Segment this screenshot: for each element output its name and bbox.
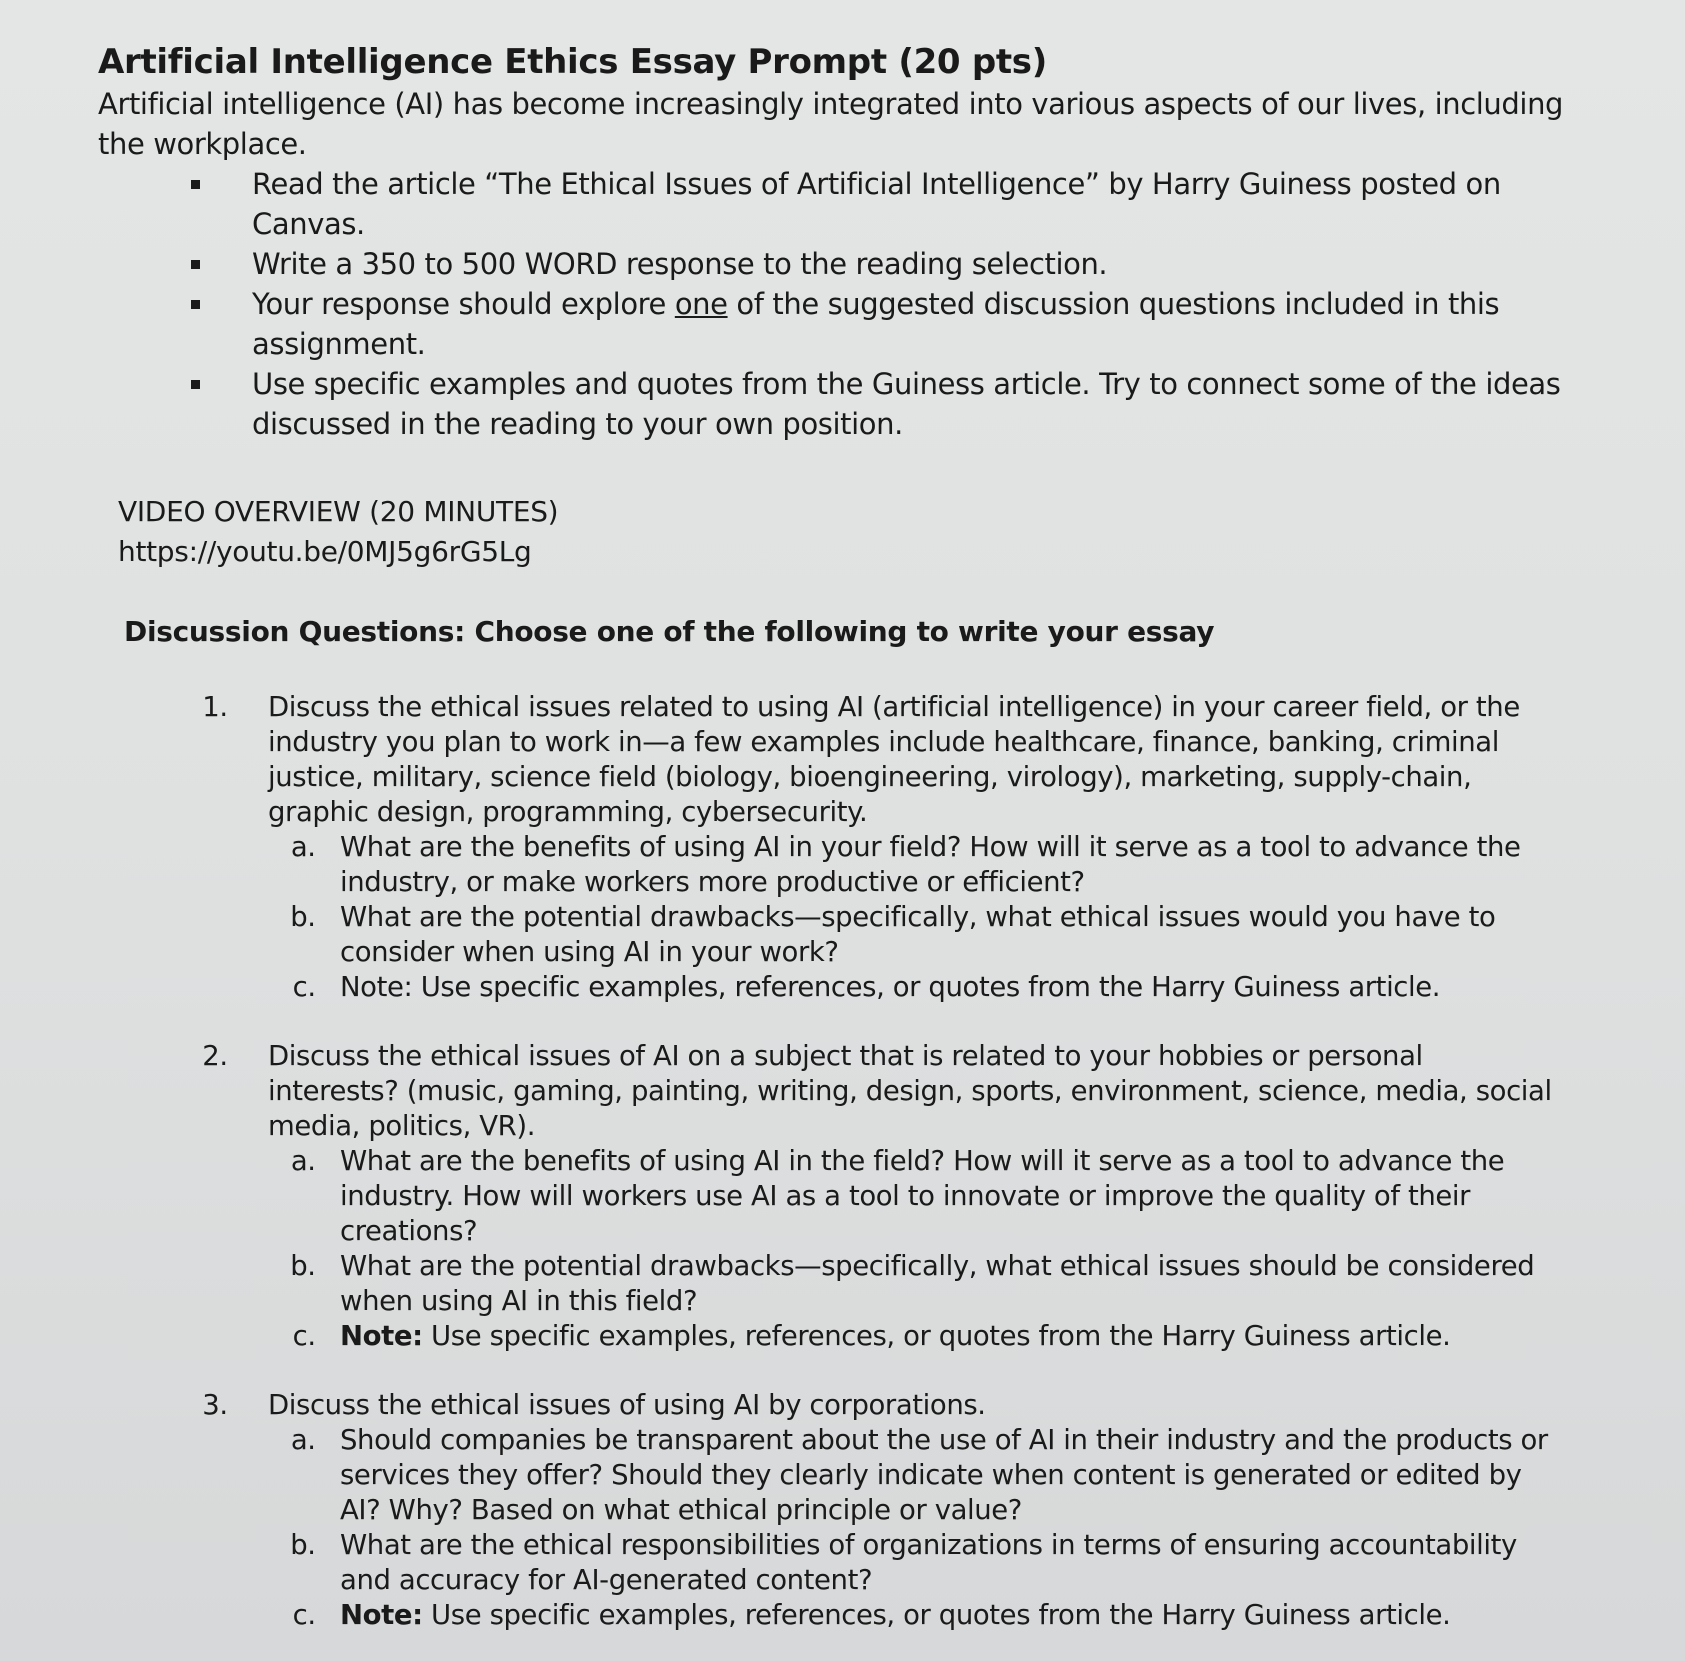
- question-text: Discuss the ethical issues related to using AI (artificial intelligence) in your career field, or the industry you plan to work in—a few examples include healthcare, finance, banking, criminal justice, military, science field (biology, bioengineering, virology), marketing, supply-chain, graphic design, programming, cybersecurity.: [268, 691, 1520, 828]
- page-title: Artificial Intelligence Ethics Essay Prompt (20 pts): [98, 42, 1047, 82]
- instruction-text: Your response should explore: [252, 287, 675, 321]
- question-item: [236, 1388, 1556, 1633]
- discussion-heading: Discussion Questions: Choose one of the following to write your essay: [124, 615, 1215, 648]
- video-url: https://youtu.be/0MJ5g6rG5Lg: [118, 535, 532, 568]
- question-text: Discuss the ethical issues of AI on a subject that is related to your hobbies or personal interests? (music, gaming, painting, writing, design, sports, environment, science, media, social media, politics, VR).: [268, 1040, 1552, 1142]
- instruction-text: of the suggested discussion questions included in this assignment.: [252, 287, 1500, 361]
- sub-question-list: [268, 830, 1556, 1005]
- question-item: [236, 1039, 1556, 1354]
- sub-question: b. What are the potential drawbacks—specifically, what ethical issues would you have to consider when using AI in your work?: [324, 900, 1556, 970]
- sub-question-list: [268, 1144, 1556, 1354]
- instruction-item: ▪ Use specific examples and quotes from the Guiness article. Try to connect some of the ideas discussed in the reading to your own position.: [216, 364, 1595, 444]
- video-overview-title: VIDEO OVERVIEW (20 MINUTES): [118, 495, 559, 528]
- sub-question: a. What are the benefits of using AI in the field? How will it serve as a tool to advance the industry. How will workers use AI as a tool to innovate or improve the quality of their creations?: [324, 1144, 1556, 1249]
- questions-list: [98, 690, 1556, 1633]
- sub-question: b. What are the ethical responsibilities of organizations in terms of ensuring accountability and accuracy for AI-generated content?: [324, 1528, 1556, 1598]
- note-label: Note:: [340, 1599, 423, 1631]
- question-item: [236, 690, 1556, 1005]
- instruction-item: ▪ Write a 350 to 500 WORD response to the reading selection.: [216, 244, 1595, 284]
- note-label: Note:: [340, 1320, 423, 1352]
- intro-paragraph: Artificial intelligence (AI) has become increasingly integrated into various aspects of our lives, including the workplace.: [98, 87, 1564, 161]
- sub-question: a. Should companies be transparent about the use of AI in their industry and the products or services they offer? Should they clearly indicate when content is generated or edited by AI? Why? Based on what ethical principle or value?: [324, 1423, 1556, 1528]
- instructions-list: [98, 164, 1595, 444]
- note-text: Use specific examples, references, or quotes from the Harry Guiness article.: [431, 1599, 1451, 1631]
- note-text: Use specific examples, references, or quotes from the Harry Guiness article.: [431, 1320, 1451, 1352]
- sub-question: c. Note: Use specific examples, references, or quotes from the Harry Guiness article.: [324, 970, 1556, 1005]
- question-text: Discuss the ethical issues of using AI by corporations.: [268, 1389, 986, 1421]
- instruction-item: ▪ Read the article “The Ethical Issues of Artificial Intelligence” by Harry Guiness posted on Canvas.: [216, 164, 1595, 244]
- sub-question-list: [268, 1423, 1556, 1633]
- instruction-item: [216, 284, 1595, 364]
- sub-question: a. What are the benefits of using AI in your field? How will it serve as a tool to advance the industry, or make workers more productive or efficient?: [324, 830, 1556, 900]
- emphasis-one: one: [674, 287, 728, 321]
- sub-question: [324, 1319, 1556, 1354]
- sub-question: [324, 1598, 1556, 1633]
- sub-question: b. What are the potential drawbacks—specifically, what ethical issues should be considered when using AI in this field?: [324, 1249, 1556, 1319]
